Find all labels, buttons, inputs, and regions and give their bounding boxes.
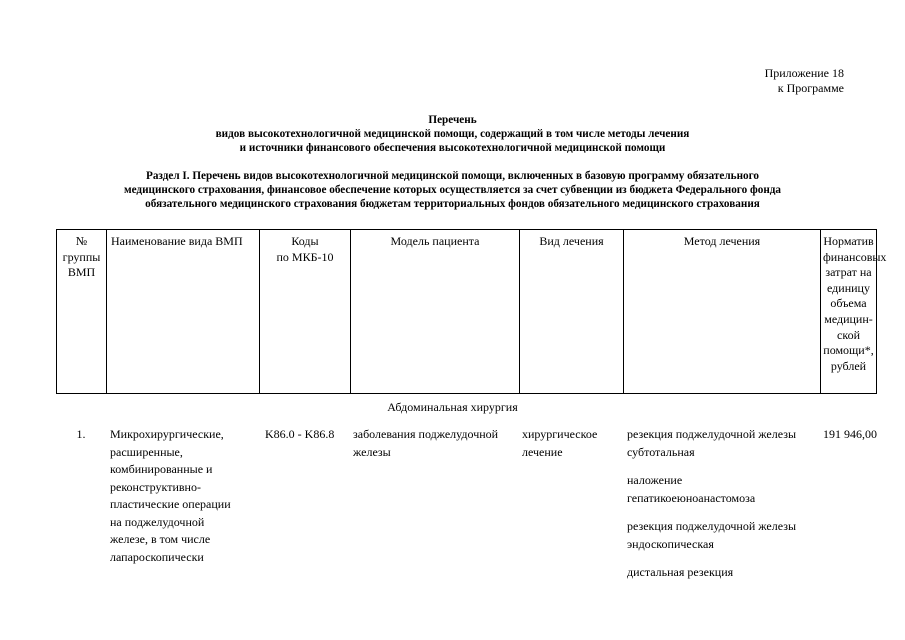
row-treatment-type: хирургическое лечение [522, 427, 598, 459]
row-vmp-name: Микрохирургические, расширенные, комбинированные и реконструктивно- пластические операции на поджелудочной железе, в том числе лапароскопически [110, 427, 231, 564]
appendix-line-1: Приложение 18 [764, 66, 844, 80]
row-patient-model: заболевания поджелудочной железы [353, 427, 499, 459]
section-line-1: Раздел I. Перечень видов высокотехнологичной медицинской помощи, включенных в базовую программу обязательного [145, 170, 759, 182]
row-treatment-methods [627, 426, 819, 593]
row-icd-codes: K86.0 - K86.8 [265, 427, 335, 441]
appendix-line-2: к Программе [777, 81, 844, 95]
title-line-3: и источники финансового обеспечения высокотехнологичной медицинской помощи [239, 142, 666, 154]
method-item: наложение гепатикоеюноанастомоза [627, 473, 756, 505]
table-header-row [57, 230, 877, 394]
method-item: резекция поджелудочной железы субтотальная [627, 427, 797, 459]
document-title [0, 113, 905, 155]
category-heading: Абдоминальная хирургия [387, 400, 518, 414]
header-treatment-type: Вид лечения [520, 230, 624, 394]
title-line-2: видов высокотехнологичной медицинской помощи, содержащий в том числе методы лечения [215, 128, 690, 140]
section-heading [0, 169, 905, 211]
header-group-number: № группы ВМП [57, 230, 107, 394]
vmp-table-header [56, 229, 887, 394]
appendix-note [765, 66, 844, 96]
section-line-2: медицинского страхования, финансовое обеспечение которых осуществляется за счет субвенции из бюджета Федерального фонда [123, 184, 782, 196]
method-item: дистальная резекция [627, 565, 734, 579]
header-cost-norm: Норматив финансовых затрат на единицу объема медицин- ской помощи*, рублей [821, 230, 877, 394]
header-icd-codes: Коды по МКБ-10 [260, 230, 351, 394]
section-line-3: обязательного медицинского страхования бюджетам территориальных фондов обязательного медицинского страхования [145, 198, 760, 210]
header-treatment-method: Метод лечения [624, 230, 821, 394]
header-patient-model: Модель пациента [351, 230, 520, 394]
header-vmp-name: Наименование вида ВМП [107, 230, 260, 394]
row-group-number: 1. [76, 427, 86, 441]
method-item: резекция поджелудочной железы эндоскопическая [627, 519, 797, 551]
row-cost-norm: 191 946,00 [823, 427, 877, 441]
title-line-1: Перечень [428, 114, 477, 126]
